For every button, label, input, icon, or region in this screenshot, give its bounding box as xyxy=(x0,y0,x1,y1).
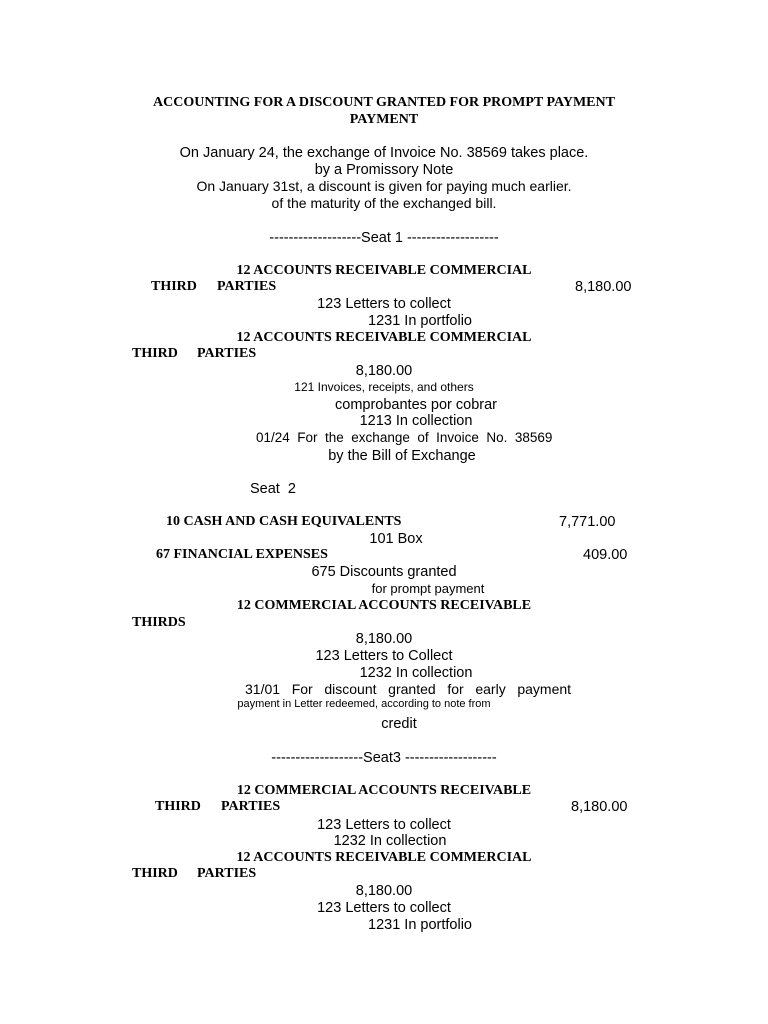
sub-account: 1213 In collection xyxy=(359,413,473,429)
account-name: 12 ACCOUNTS RECEIVABLE COMMERCIAL xyxy=(236,330,532,345)
sub-account: 123 Letters to collect xyxy=(317,900,451,916)
account-name-continued: THIRD xyxy=(151,279,197,294)
document-title: ACCOUNTING FOR A DISCOUNT GRANTED FOR PROMPT PAYMENT xyxy=(153,95,615,110)
account-name-continued: THIRD xyxy=(155,799,201,814)
account-name: 12 ACCOUNTS RECEIVABLE COMMERCIAL xyxy=(236,850,532,865)
entry-note: credit xyxy=(381,716,417,732)
credit-amount: 8,180.00 xyxy=(355,631,413,647)
debit-amount: 8,180.00 xyxy=(571,799,628,815)
seat-3-header: -------------------Seat3 ------------------- xyxy=(271,750,497,766)
account-name: 10 CASH AND CASH EQUIVALENTS xyxy=(166,514,402,529)
account-name-continued: THIRD xyxy=(132,346,178,361)
sub-account: 1232 In collection xyxy=(359,665,473,681)
entry-note: payment in Letter redeemed, according to note from xyxy=(237,698,491,710)
credit-amount: 8,180.00 xyxy=(355,363,413,379)
debit-amount: 7,771.00 xyxy=(559,514,616,530)
credit-amount: 8,180.00 xyxy=(355,883,413,899)
sub-account: 123 Letters to Collect xyxy=(315,648,453,664)
entry-note: by the Bill of Exchange xyxy=(328,448,476,464)
sub-account: 1232 In collection xyxy=(333,833,447,849)
account-name-continued: THIRD xyxy=(132,866,178,881)
sub-account: for prompt payment xyxy=(371,581,485,596)
account-name: 12 COMMERCIAL ACCOUNTS RECEIVABLE xyxy=(236,598,532,613)
account-name-continued: THIRDS xyxy=(132,615,186,630)
account-name: 12 COMMERCIAL ACCOUNTS RECEIVABLE xyxy=(236,783,532,798)
entry-note: 01/24 For the exchange of Invoice No. 38569 xyxy=(256,430,553,445)
sub-account: 123 Letters to collect xyxy=(317,817,451,833)
account-name-continued: PARTIES xyxy=(197,866,257,881)
account-name-continued: PARTIES xyxy=(217,279,277,294)
intro-line: On January 24, the exchange of Invoice No. 38569 takes place. xyxy=(179,145,589,161)
document-title-continued: PAYMENT xyxy=(349,112,419,127)
intro-line: of the maturity of the exchanged bill. xyxy=(271,195,497,211)
sub-account: 121 Invoices, receipts, and others xyxy=(294,380,474,394)
account-name-continued: PARTIES xyxy=(197,346,257,361)
debit-amount: 409.00 xyxy=(583,547,628,563)
account-name: 67 FINANCIAL EXPENSES xyxy=(156,547,328,562)
seat-2-header: Seat 2 xyxy=(250,481,296,497)
seat-1-header: -------------------Seat 1 ------------------- xyxy=(269,230,499,246)
intro-line: by a Promissory Note xyxy=(314,162,454,178)
sub-account: 101 Box xyxy=(369,531,423,547)
sub-account: 123 Letters to collect xyxy=(317,296,451,312)
intro-line: On January 31st, a discount is given for paying much earlier. xyxy=(196,178,572,194)
sub-account: 1231 In portfolio xyxy=(368,917,472,933)
account-name: 12 ACCOUNTS RECEIVABLE COMMERCIAL xyxy=(236,263,532,278)
sub-account: 675 Discounts granted xyxy=(311,564,457,580)
sub-account: comprobantes por cobrar xyxy=(335,397,497,413)
debit-amount: 8,180.00 xyxy=(575,279,632,295)
account-name-continued: PARTIES xyxy=(221,799,281,814)
entry-note: 31/01 For discount granted for early payment xyxy=(245,681,572,697)
sub-account: 1231 In portfolio xyxy=(368,313,472,329)
